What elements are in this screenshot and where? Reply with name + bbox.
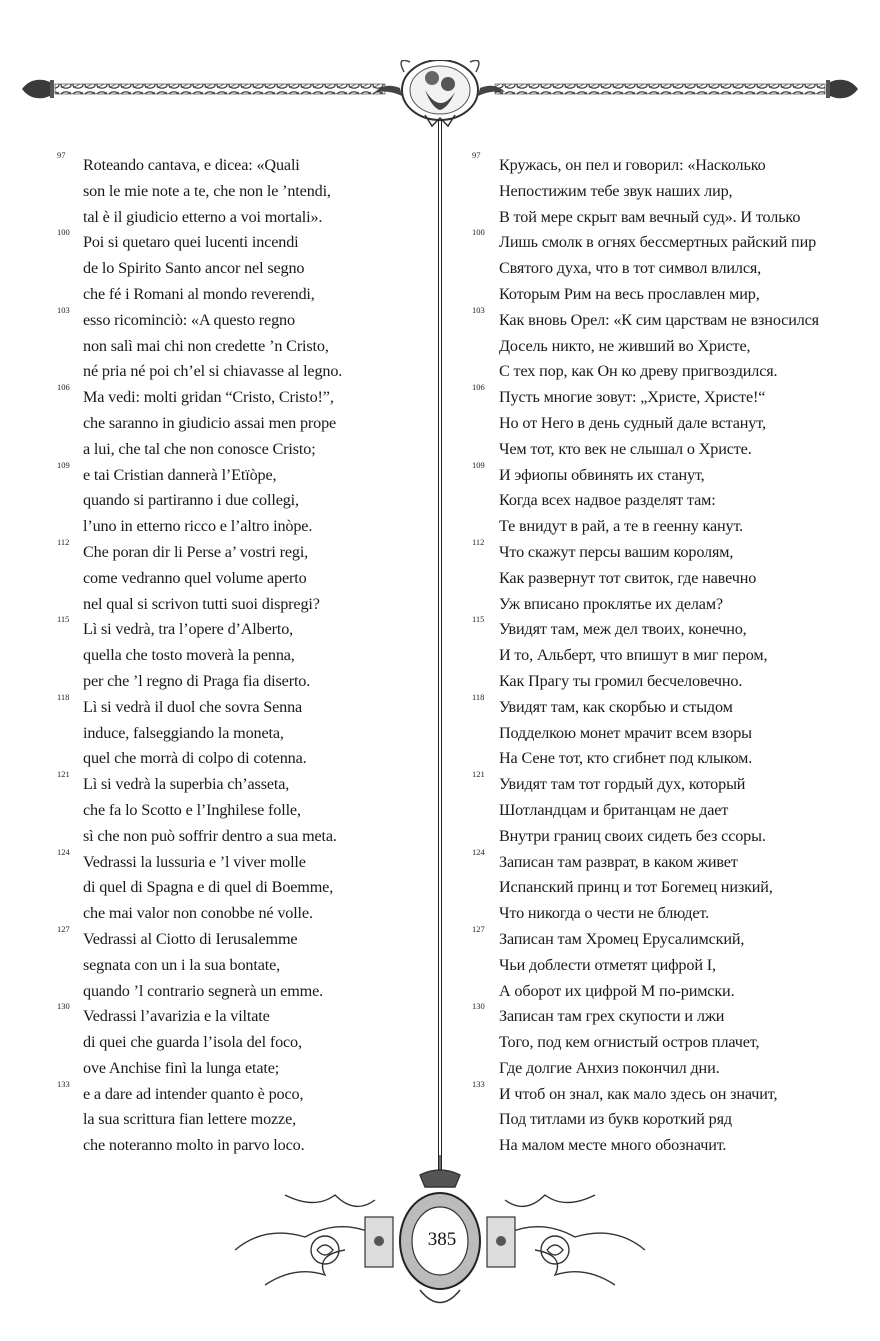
verse-line: sì che non può soffrir dentro a sua meta. bbox=[83, 826, 337, 845]
verse-line: per che ’l regno di Praga fia diserto. bbox=[83, 671, 311, 690]
verse-line: Увидят там, меж дел твоих, конечно, bbox=[499, 620, 747, 639]
russian-column bbox=[455, 150, 865, 1159]
finial-right-icon bbox=[826, 80, 858, 99]
verse-line: quando ’l contrario segnerà un emme. bbox=[83, 981, 324, 1000]
verse-number: 130 bbox=[472, 1001, 485, 1012]
verse-line: В той мере скрыт вам вечный суд». И только bbox=[499, 207, 801, 226]
verse-number: 100 bbox=[57, 227, 70, 238]
italian-tercet bbox=[30, 769, 430, 849]
verse-number: 124 bbox=[472, 846, 485, 857]
column-divider bbox=[438, 120, 442, 1170]
verse-line: На малом месте много обозначит. bbox=[499, 1136, 727, 1155]
italian-tercet bbox=[30, 304, 430, 385]
verse-number: 133 bbox=[57, 1078, 70, 1089]
verse-line: Пусть многие зовут: „Христе, Христе!“ bbox=[499, 388, 766, 407]
italian-tercet bbox=[30, 1001, 430, 1081]
verse-line: Под титлами из букв короткий ряд bbox=[499, 1110, 732, 1129]
verse-number: 100 bbox=[472, 227, 485, 238]
verse-number: 130 bbox=[57, 1001, 70, 1012]
verse-line: ove Anchise finì la lunga etate; bbox=[83, 1058, 280, 1077]
russian-tercet bbox=[455, 846, 865, 927]
verse-line: Кружась, он пел и говорил: «Насколько bbox=[499, 156, 766, 174]
verse-line: che fa lo Scotto e l’Inghilese folle, bbox=[83, 800, 301, 819]
verse-line: che noteranno molto in parvo loco. bbox=[83, 1136, 305, 1155]
verse-line: Досель никто, не живший во Христе, bbox=[499, 336, 751, 355]
verse-number: 121 bbox=[472, 769, 485, 780]
verse-line: quando si partiranno i due collegi, bbox=[83, 491, 299, 510]
russian-tercet bbox=[455, 536, 865, 617]
verse-line: Lì si vedrà, tra l’opere d’Alberto, bbox=[83, 620, 294, 639]
russian-tercet bbox=[455, 382, 865, 462]
verse-line: Что скажут персы вашим королям, bbox=[499, 542, 734, 561]
verse-line: Как развернут тот свиток, где навечно bbox=[499, 568, 757, 587]
italian-tercet bbox=[30, 150, 430, 230]
verse-line: С тех пор, как Он ко древу пригвоздился. bbox=[499, 362, 778, 381]
verse-number: 118 bbox=[472, 691, 485, 702]
verse-number: 112 bbox=[472, 536, 485, 547]
verse-number: 97 bbox=[472, 150, 481, 160]
verse-line: Как вновь Орел: «К сим царствам не взносился bbox=[499, 310, 819, 329]
verse-number: 97 bbox=[57, 150, 66, 160]
verse-line: Лишь смолк в огнях бессмертных райский пир bbox=[499, 233, 817, 252]
verse-line: quel che morrà di colpo di cotenna. bbox=[83, 749, 307, 768]
verse-number: 112 bbox=[57, 536, 70, 547]
side-panel-right-icon bbox=[487, 1217, 515, 1267]
verse-line: Записан там грех скупости и лжи bbox=[499, 1007, 725, 1026]
page-number: 385 bbox=[427, 1229, 457, 1250]
verse-line: И эфиопы обвинять их станут, bbox=[499, 465, 705, 484]
verse-line: Увидят там тот гордый дух, который bbox=[499, 775, 746, 794]
verse-line: Чьи доблести отметят цифрой I, bbox=[499, 955, 716, 974]
verse-number: 124 bbox=[57, 846, 70, 857]
russian-tercet bbox=[455, 691, 865, 772]
verse-line: Внутри границ своих сидеть без ссоры. bbox=[499, 826, 766, 845]
verse-line: tal è il giudicio etterno a voi mortali». bbox=[83, 207, 323, 226]
verse-line: come vedranno quel volume aperto bbox=[83, 568, 307, 587]
verse-line: На Сене тот, кто сгибнет под клыком. bbox=[499, 749, 753, 768]
verse-line: Как Прагу ты громил бесчеловечно. bbox=[499, 671, 743, 690]
verse-line: a lui, che tal che non conosce Cristo; bbox=[83, 439, 316, 458]
verse-line: esso ricominciò: «A questo regno bbox=[83, 310, 295, 329]
verse-number: 103 bbox=[472, 304, 485, 315]
verse-line: Lì si vedrà il duol che sovra Senna bbox=[83, 697, 303, 716]
side-panel-left-icon bbox=[365, 1217, 393, 1267]
verse-line: Che poran dir li Perse a’ vostri regi, bbox=[83, 542, 309, 561]
verse-line: Записан там разврат, в каком живет bbox=[499, 852, 738, 871]
verse-line: che saranno in giudicio assai men prope bbox=[83, 413, 337, 432]
italian-tercet bbox=[30, 1078, 430, 1159]
verse-line: di quel di Spagna e di quel di Boemme, bbox=[83, 878, 334, 897]
verse-line: Lì si vedrà la superbia ch’asseta, bbox=[83, 775, 290, 794]
verse-line: Святого духа, что в тот символ влился, bbox=[499, 259, 762, 278]
italian-tercet bbox=[30, 923, 430, 1004]
verse-line: Poi si quetaro quei lucenti incendi bbox=[83, 233, 299, 252]
verse-line: la sua scrittura fian lettere mozze, bbox=[83, 1110, 297, 1129]
verse-line: Записан там Хромец Ерусалимский, bbox=[499, 929, 745, 948]
russian-tercet bbox=[455, 1001, 865, 1081]
russian-tercet bbox=[455, 227, 865, 307]
verse-line: Vedrassi la lussuria e ’l viver molle bbox=[83, 852, 306, 871]
russian-tercet bbox=[455, 1078, 865, 1159]
verse-number: 127 bbox=[472, 923, 485, 934]
verse-line: e tai Cristian dannerà l’Etïòpe, bbox=[83, 465, 277, 484]
verse-line: И то, Альберт, что впишут в миг пером, bbox=[499, 646, 768, 665]
verse-line: l’uno in etterno ricco e l’altro inòpe. bbox=[83, 517, 313, 536]
verse-line: né pria né poi ch’el si chiavasse al legno. bbox=[83, 362, 343, 381]
verse-number: 115 bbox=[472, 614, 485, 625]
verse-number: 133 bbox=[472, 1078, 485, 1089]
russian-tercet bbox=[455, 304, 865, 385]
verse-number: 118 bbox=[57, 691, 70, 702]
verse-number: 109 bbox=[57, 459, 70, 470]
verse-line: Уж вписано проклятье их делам? bbox=[499, 594, 723, 613]
russian-tercet bbox=[455, 459, 865, 540]
verse-line: che fé i Romani al mondo reverendi, bbox=[83, 284, 315, 303]
russian-tercet bbox=[455, 614, 865, 694]
italian-tercet bbox=[30, 614, 430, 694]
verse-number: 106 bbox=[57, 382, 70, 393]
italian-tercet bbox=[30, 846, 430, 927]
verse-line: son le mie note a te, che non le ’ntendi, bbox=[83, 181, 331, 200]
verse-line: quella che tosto moverà la penna, bbox=[83, 646, 295, 665]
verse-line: induce, falseggiando la moneta, bbox=[83, 723, 284, 742]
verse-line: Те внидут в рай, а те в геенну канут. bbox=[499, 517, 744, 536]
italian-tercet bbox=[30, 382, 430, 462]
verse-line: Когда всех надвое разделят там: bbox=[499, 491, 716, 510]
italian-tercet bbox=[30, 227, 430, 307]
verse-number: 106 bbox=[472, 382, 485, 393]
verse-line: che mai valor non conobbe né volle. bbox=[83, 904, 313, 923]
verse-line: Непостижим тебе звук наших лир, bbox=[499, 181, 733, 200]
verse-line: non salì mai chi non credette ’n Cristo, bbox=[83, 336, 329, 355]
russian-tercet bbox=[455, 923, 865, 1004]
verse-line: Того, под кем огнистый остров плачет, bbox=[499, 1033, 760, 1052]
italian-tercet bbox=[30, 536, 430, 617]
verse-number: 115 bbox=[57, 614, 70, 625]
cherub-medallion-icon bbox=[375, 60, 505, 126]
verse-line: Чем тот, кто век не слышал о Христе. bbox=[499, 439, 752, 458]
verse-line: Шотландцам и британцам не дает bbox=[499, 800, 729, 819]
rope-bar-right bbox=[495, 84, 825, 94]
verse-line: nel qual si scrivon tutti suoi dispregi? bbox=[83, 594, 320, 613]
verse-line: e a dare ad intender quanto è poco, bbox=[83, 1084, 304, 1103]
verse-line: de lo Spirito Santo ancor nel segno bbox=[83, 259, 305, 278]
verse-line: Vedrassi al Ciotto di Ierusalemme bbox=[83, 929, 298, 948]
verse-line: Но от Него в день судный дале встанут, bbox=[499, 413, 766, 432]
italian-column bbox=[30, 150, 430, 1159]
verse-line: Roteando cantava, e dicea: «Quali bbox=[83, 156, 300, 174]
verse-line: di quei che guarda l’isola del foco, bbox=[83, 1033, 302, 1052]
verse-line: Подделкою монет мрачит всем взоры bbox=[499, 723, 752, 742]
verse-number: 121 bbox=[57, 769, 70, 780]
verse-line: Увидят там, как скорбью и стыдом bbox=[499, 697, 733, 716]
verse-line: Где долгие Анхиз покончил дни. bbox=[499, 1058, 720, 1077]
italian-tercet bbox=[30, 691, 430, 772]
verse-number: 103 bbox=[57, 304, 70, 315]
verse-line: Испанский принц и тот Богемец низкий, bbox=[499, 878, 773, 897]
italian-tercet bbox=[30, 459, 430, 540]
verse-line: Что никогда о чести не блюдет. bbox=[499, 904, 710, 923]
verse-number: 127 bbox=[57, 923, 70, 934]
verse-line: Vedrassi l’avarizia e la viltate bbox=[83, 1007, 270, 1026]
verse-line: Ma vedi: molti gridan “Cristo, Cristo!”, bbox=[83, 388, 334, 407]
verse-line: segnata con un i la sua bontate, bbox=[83, 955, 281, 974]
verse-number: 109 bbox=[472, 459, 485, 470]
verse-line: Которым Рим на весь прославлен мир, bbox=[499, 284, 760, 303]
russian-tercet bbox=[455, 769, 865, 849]
verse-line: И чтоб он знал, как мало здесь он значит, bbox=[499, 1084, 778, 1103]
rope-bar-left bbox=[55, 84, 385, 94]
finial-left-icon bbox=[22, 80, 54, 99]
verse-line: А оборот их цифрой M по-римски. bbox=[499, 981, 735, 1000]
russian-tercet bbox=[455, 150, 865, 230]
